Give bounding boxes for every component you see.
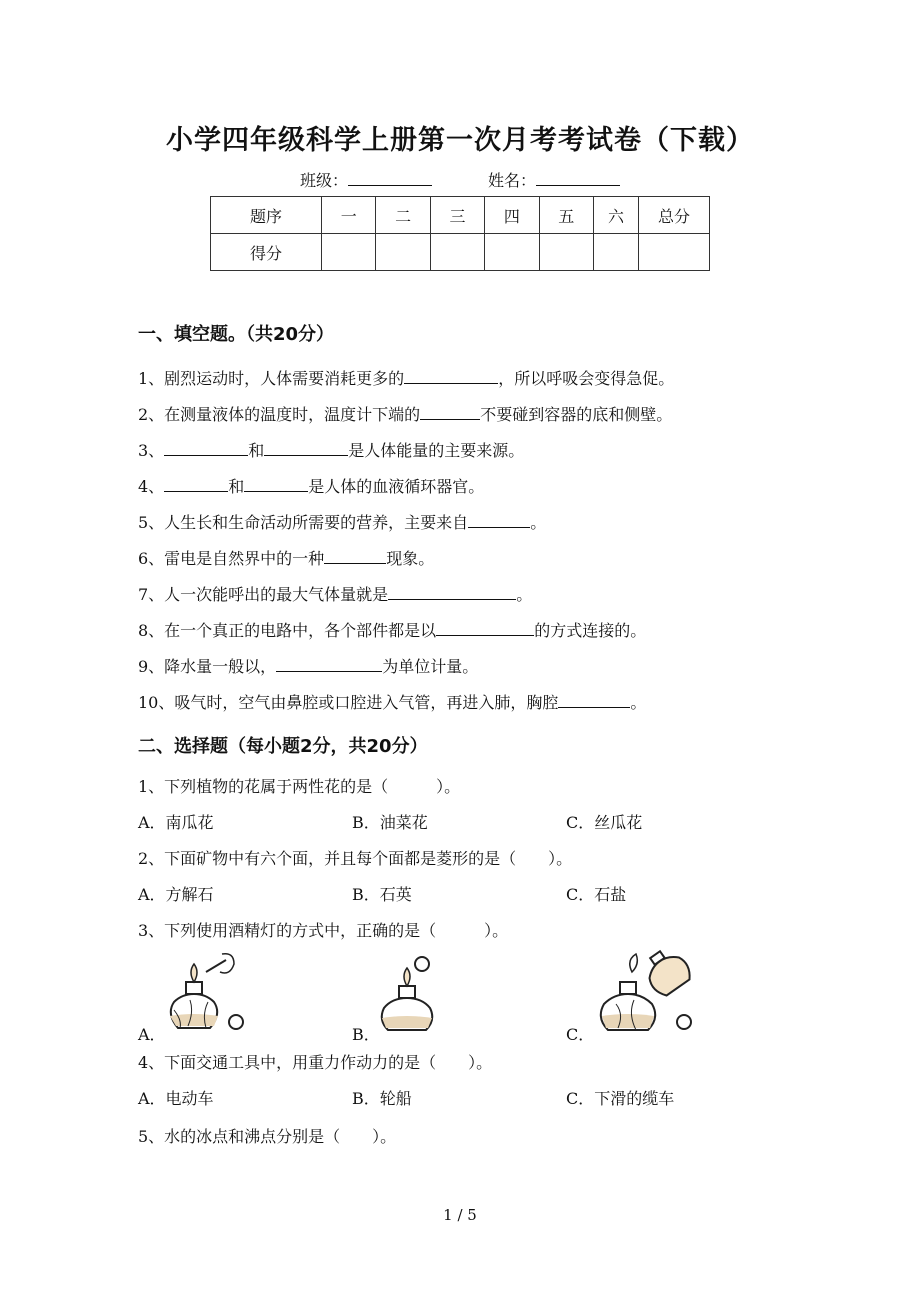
student-info-line xyxy=(0,168,920,191)
choice-question-1: 1、下列植物的花属于两性花的是（ ）。 xyxy=(138,777,461,796)
score-header-cell: 三 xyxy=(430,197,484,234)
answer-blank[interactable] xyxy=(164,477,228,492)
alcohol-lamp-single-image xyxy=(376,950,466,1040)
choice-question-5: 5、水的冰点和沸点分别是（ ）。 xyxy=(138,1127,397,1146)
option-a[interactable]: A．电动车 xyxy=(138,1089,214,1108)
fill-question-2: 2、在测量液体的温度时，温度计下端的 不要碰到容器的底和侧壁。 xyxy=(138,405,673,424)
alcohol-lamp-lit-by-lamp-image xyxy=(596,948,706,1038)
fill-question-5: 5、人生长和生命活动所需要的营养，主要来自 。 xyxy=(138,513,547,532)
answer-blank[interactable] xyxy=(276,657,382,672)
fill-question-6: 6、雷电是自然界中的一种 现象。 xyxy=(138,549,435,568)
score-cell[interactable] xyxy=(485,234,539,271)
alcohol-lamp-lit-by-match-image xyxy=(160,950,250,1040)
score-header-cell: 四 xyxy=(485,197,539,234)
answer-blank[interactable] xyxy=(468,513,530,528)
score-cell[interactable] xyxy=(639,234,710,271)
choice-question-2: 2、下面矿物中有六个面，并且每个面都是菱形的是（ ）。 xyxy=(138,849,573,868)
name-blank[interactable] xyxy=(536,171,620,186)
fill-question-1: 1、剧烈运动时，人体需要消耗更多的 ，所以呼吸会变得急促。 xyxy=(138,369,675,388)
fill-question-10: 10、吸气时，空气由鼻腔或口腔进入气管，再进入肺，胸腔 。 xyxy=(138,693,647,712)
option-c[interactable]: C．下滑的缆车 xyxy=(566,1089,675,1108)
answer-blank[interactable] xyxy=(558,693,630,708)
option-a[interactable]: A．南瓜花 xyxy=(138,813,214,832)
page-number: 1 / 5 xyxy=(443,1206,477,1224)
score-table-header-row xyxy=(211,197,710,234)
section2-title: 二、选择题（每小题2分，共20分） xyxy=(138,736,428,757)
score-cell[interactable] xyxy=(430,234,484,271)
fill-question-8: 8、在一个真正的电路中，各个部件都是以 的方式连接的。 xyxy=(138,621,647,640)
option-a[interactable]: A． xyxy=(138,1025,166,1044)
option-b[interactable]: B．石英 xyxy=(352,885,412,904)
score-header-cell: 题序 xyxy=(211,197,322,234)
fill-question-9: 9、降水量一般以， 为单位计量。 xyxy=(138,657,479,676)
score-cell[interactable] xyxy=(539,234,593,271)
class-blank[interactable] xyxy=(348,171,432,186)
answer-blank[interactable] xyxy=(324,549,386,564)
score-header-cell: 一 xyxy=(322,197,376,234)
score-header-cell: 二 xyxy=(376,197,430,234)
page-title: 小学四年级科学上册第一次月考考试卷（下载） xyxy=(166,125,754,156)
score-header-cell: 总分 xyxy=(639,197,710,234)
fill-question-7: 7、人一次能呼出的最大气体量就是 。 xyxy=(138,585,533,604)
score-row-label: 得分 xyxy=(211,234,322,271)
choice-question-4: 4、下面交通工具中，用重力作动力的是（ ）。 xyxy=(138,1053,493,1072)
option-b[interactable]: B． xyxy=(352,1025,380,1044)
section1-title: 一、填空题。（共20分） xyxy=(138,324,335,345)
score-header-cell: 五 xyxy=(539,197,593,234)
answer-blank[interactable] xyxy=(404,369,498,384)
answer-blank[interactable] xyxy=(164,441,248,456)
option-c[interactable]: C．石盐 xyxy=(566,885,627,904)
score-table xyxy=(210,196,710,271)
option-a[interactable]: A．方解石 xyxy=(138,885,214,904)
option-c[interactable]: C． xyxy=(566,1025,595,1044)
score-cell[interactable] xyxy=(594,234,639,271)
answer-blank[interactable] xyxy=(436,621,534,636)
option-b[interactable]: B．轮船 xyxy=(352,1089,412,1108)
fill-question-4: 4、 和 是人体的血液循环器官。 xyxy=(138,477,485,496)
score-header-cell: 六 xyxy=(594,197,639,234)
score-table-score-row xyxy=(211,234,710,271)
score-cell[interactable] xyxy=(322,234,376,271)
answer-blank[interactable] xyxy=(244,477,308,492)
choice-question-3: 3、下列使用酒精灯的方式中，正确的是（ ）。 xyxy=(138,921,509,940)
option-c[interactable]: C．丝瓜花 xyxy=(566,813,643,832)
score-cell[interactable] xyxy=(376,234,430,271)
fill-question-3: 3、 和 是人体能量的主要来源。 xyxy=(138,441,525,460)
answer-blank[interactable] xyxy=(388,585,516,600)
answer-blank[interactable] xyxy=(420,405,480,420)
class-label: 班级： xyxy=(299,171,348,190)
name-label: 姓名： xyxy=(488,171,537,190)
answer-blank[interactable] xyxy=(264,441,348,456)
option-b[interactable]: B．油菜花 xyxy=(352,813,428,832)
